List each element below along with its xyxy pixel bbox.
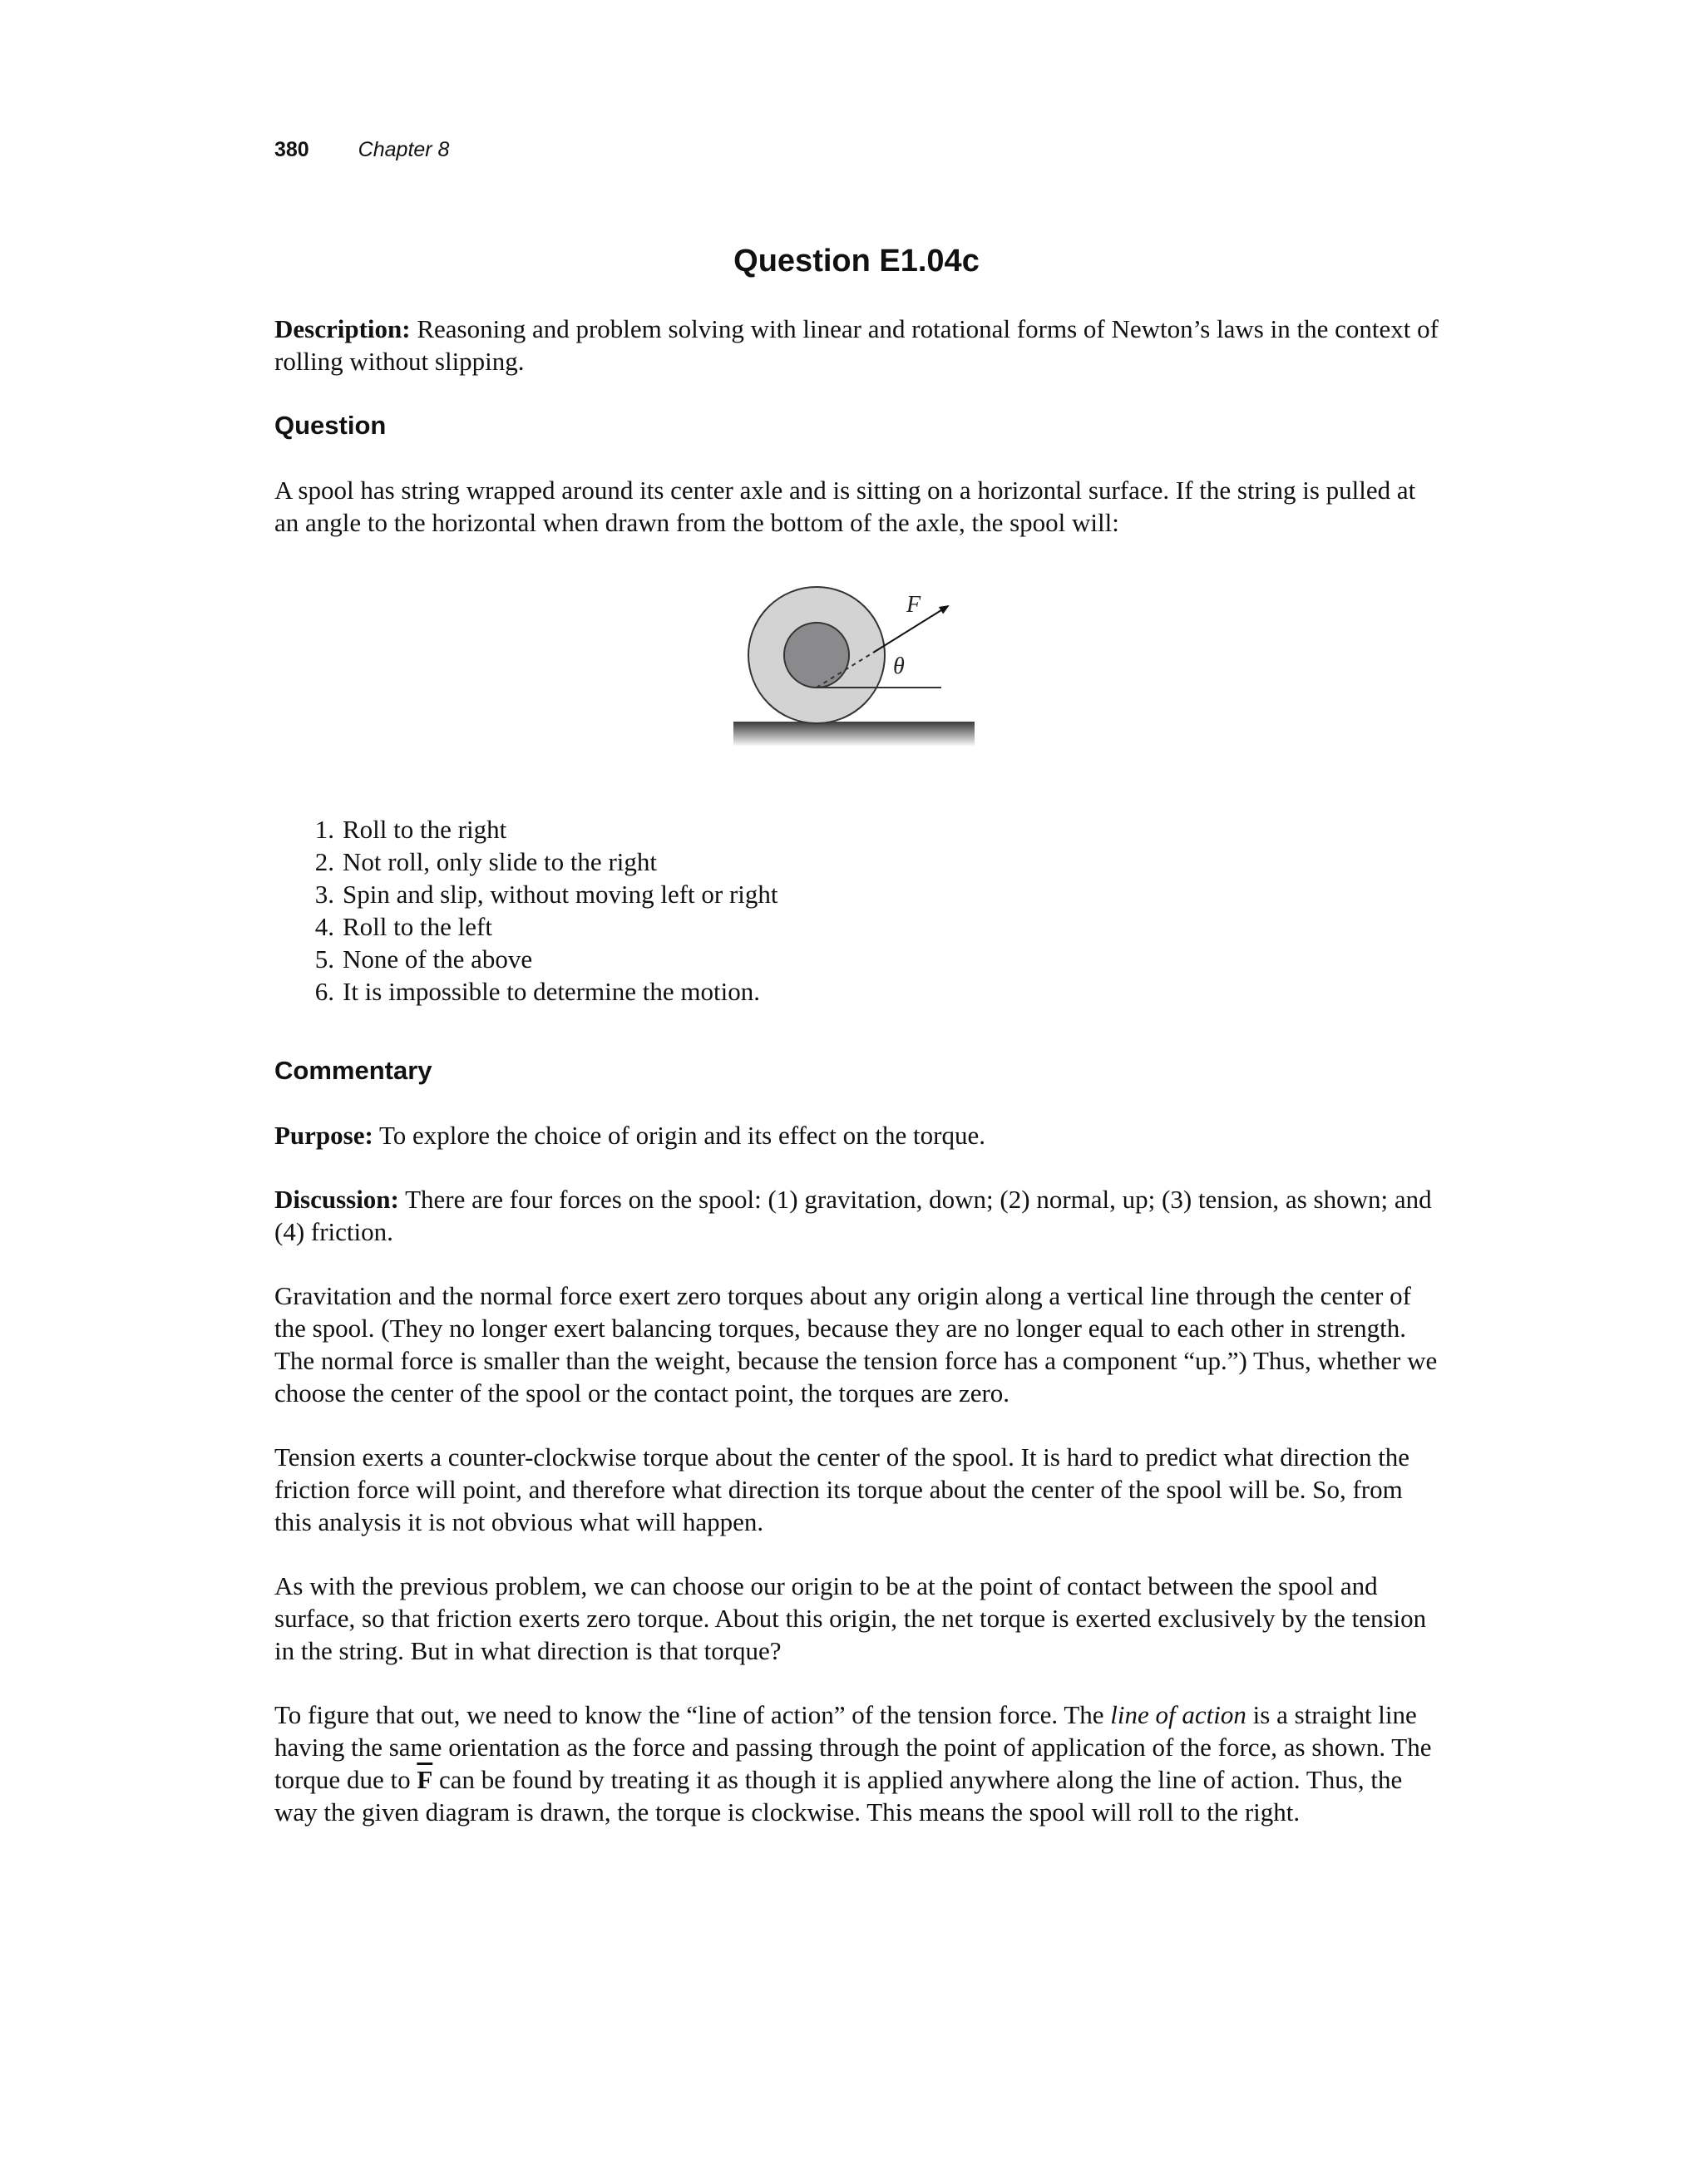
- commentary-heading: Commentary: [274, 1055, 432, 1085]
- choice-number: 1.: [314, 814, 334, 844]
- purpose-text: To explore the choice of origin and its effect on the torque.: [379, 1120, 985, 1150]
- question-heading: Question: [274, 410, 387, 440]
- choice-item: [274, 910, 1439, 943]
- discussion-text: There are four forces on the spool: (1) gravitation, down; (2) normal, up; (3) tension, as shown; and (4) friction.: [274, 1184, 1432, 1246]
- choice-item: [274, 975, 1439, 1008]
- choice-text: It is impossible to determine the motion.: [343, 976, 760, 1006]
- force-label: F: [906, 591, 921, 618]
- description-label: Description:: [274, 313, 411, 343]
- paragraph-contact-origin: As with the previous problem, we can choose our origin to be at the point of contact between the spool and surface, so that friction exerts zero torque. About this origin, the net torque is exerted exclusively by the tension in the string. But in what direction is that torque?: [274, 1570, 1427, 1665]
- description: [274, 313, 1439, 377]
- text-run: can be found by treating it as though it is applied anywhere along the line of action. Thus, the way the given diagram is drawn, the torque is clockwise. This means the spool will roll to the right.: [274, 1764, 1403, 1827]
- text-run: is a straight line having the same orientation as the force and passing through the point of application of the force, as shown. The torque due to: [274, 1699, 1432, 1794]
- choice-item: [274, 813, 1439, 845]
- question-title: Question E1.04c: [733, 244, 980, 279]
- choice-item: [274, 878, 1439, 910]
- page: [274, 133, 1439, 1828]
- spool-axle: [784, 623, 849, 688]
- choice-item: [274, 845, 1439, 878]
- paragraph-gravitation: Gravitation and the normal force exert zero torques about any origin along a vertical line through the center of the spool. (They no longer exert balancing torques, because they are no longer equal to each other in strength. The normal force is smaller than the weight, because the tension force has a component “up.”) Thus, whether we choose the center of the spool or the contact point, the torques are zero.: [274, 1280, 1438, 1408]
- choice-text: None of the above: [343, 944, 533, 974]
- choice-text: Roll to the left: [343, 911, 492, 941]
- paragraph-line-of-action: [274, 1698, 1439, 1828]
- chapter-label: Chapter 8: [358, 138, 450, 161]
- choice-number: 2.: [314, 846, 334, 876]
- question-text: A spool has string wrapped around its center axle and is sitting on a horizontal surface. If the string is pulled at an angle to the horizontal when drawn from the bottom of the axle, the spool will:: [274, 475, 1416, 537]
- page-number: 380: [274, 138, 309, 161]
- italic-term: line of action: [1110, 1699, 1246, 1729]
- choice-number: 4.: [314, 911, 334, 941]
- choice-text: Not roll, only slide to the right: [343, 846, 657, 876]
- purpose-label: Purpose:: [274, 1120, 373, 1150]
- text-run: To figure that out, we need to know the “line of action” of the tension force. The: [274, 1699, 1111, 1729]
- choice-number: 6.: [314, 976, 334, 1006]
- choice-number: 3.: [314, 879, 334, 909]
- answer-choices: [274, 813, 1439, 1008]
- spool-figure: [733, 580, 983, 767]
- ground-surface: [733, 722, 975, 747]
- paragraph-tension: Tension exerts a counter-clockwise torque about the center of the spool. It is hard to predict what direction the friction force will point, and therefore what direction its torque about the center of the spool will be. So, from this analysis it is not obvious what will happen.: [274, 1442, 1410, 1536]
- choice-item: [274, 943, 1439, 975]
- description-text: Reasoning and problem solving with linear and rotational forms of Newton’s laws in the context of rolling without slipping.: [274, 313, 1439, 376]
- choice-number: 5.: [314, 944, 334, 974]
- spool-diagram: [733, 580, 983, 767]
- discussion-paragraph: [274, 1183, 1439, 1248]
- force-vector-symbol: $\overline{F}$: [417, 1764, 433, 1794]
- choice-text: Spin and slip, without moving left or right: [343, 879, 778, 909]
- running-head: [274, 133, 1439, 166]
- purpose-paragraph: [274, 1119, 1439, 1151]
- choice-text: Roll to the right: [343, 814, 507, 844]
- angle-label: θ: [893, 653, 905, 679]
- discussion-label: Discussion:: [274, 1184, 399, 1214]
